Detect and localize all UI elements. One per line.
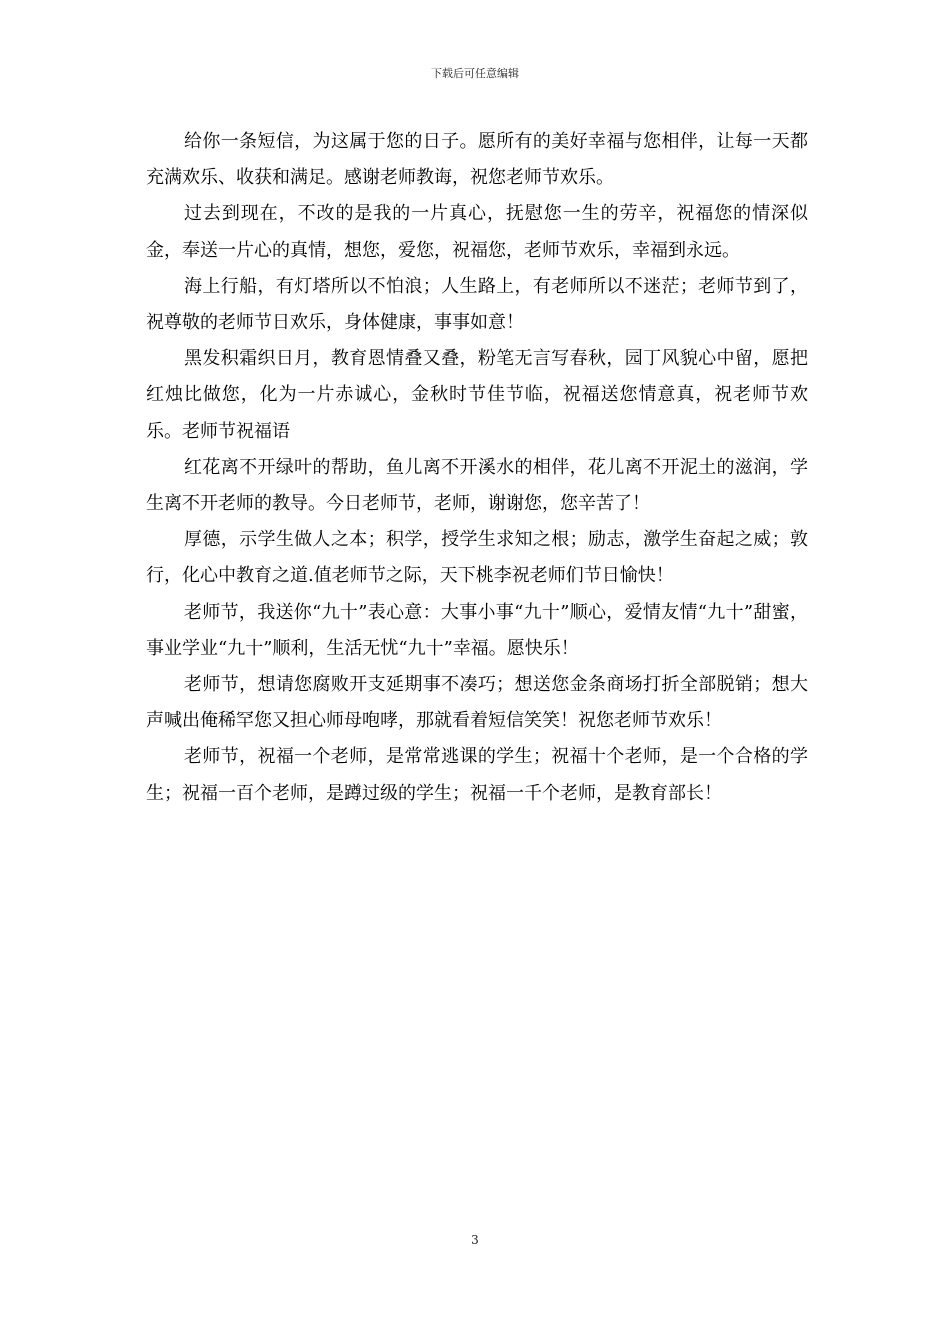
paragraph-9: 老师节，祝福一个老师，是常常逃课的学生；祝福十个老师，是一个合格的学生；祝福一百个老师，是蹲过级的学生；祝福一千个老师，是教育部长！: [146, 746, 808, 804]
paragraph-2: 过去到现在，不改的是我的一片真心，抚慰您一生的劳辛，祝福您的情深似金，奉送一片心的真情，想您，爱您，祝福您，老师节欢乐，幸福到永远。: [146, 203, 808, 261]
paragraph-7: 老师节，我送你“九十”表心意：大事小事“九十”顺心，爱情友情“九十”甜蜜，事业学业“九十”顺利，生活无忧“九十”幸福。愿快乐！: [146, 601, 808, 659]
paragraph-3: 海上行船，有灯塔所以不怕浪；人生路上，有老师所以不迷茫；老师节到了，祝尊敬的老师节日欢乐，身体健康，事事如意！: [146, 275, 808, 334]
paragraph-4: 黑发积霜织日月，教育恩情叠又叠，粉笔无言写春秋，园丁风貌心中留，愿把红烛比做您，化为一片赤诚心，金秋时节佳节临，祝福送您情意真，祝老师节欢乐。老师节祝福语: [146, 348, 808, 442]
page-header: 下载后可任意编辑: [431, 67, 519, 80]
paragraph-8: 老师节，想请您腐败开支延期事不凑巧；想送您金条商场打折全部脱销；想大声喊出俺稀罕您又担心师母咆哮，那就看着短信笑笑！祝您老师节欢乐！: [146, 674, 808, 732]
paragraph-6: 厚德，示学生做人之本；积学，授学生求知之根；励志，激学生奋起之威；敦行，化心中教育之道.值老师节之际，天下桃李祝老师们节日愉快！: [146, 529, 808, 587]
document-body: [146, 124, 808, 812]
page-number: 3: [471, 1233, 479, 1247]
paragraph-5: 红花离不开绿叶的帮助，鱼儿离不开溪水的相伴，花儿离不开泥土的滋润，学生离不开老师的教导。今日老师节，老师，谢谢您，您辛苦了！: [146, 456, 808, 515]
paragraph-1: 给你一条短信，为这属于您的日子。愿所有的美好幸福与您相伴，让每一天都充满欢乐、收获和满足。感谢老师教诲，祝您老师节欢乐。: [146, 131, 808, 189]
